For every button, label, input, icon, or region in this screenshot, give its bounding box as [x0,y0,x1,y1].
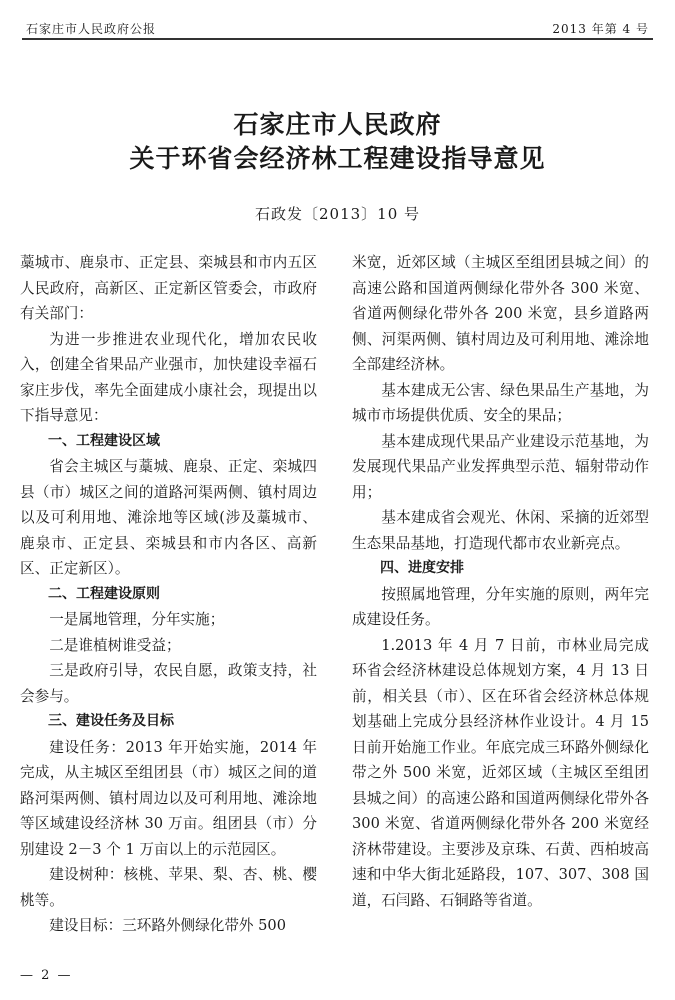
section-heading: 三、建设任务及目标 [48,713,174,729]
document-title [0,108,675,176]
paragraph: 建设树种：核桃、苹果、梨、杏、桃、樱桃等。 [20,866,317,909]
section-heading: 一、工程建设区域 [48,432,160,449]
paragraph: 1.2013 年 4 月 7 日前，市林业局完成环省会经济林建设总体规划方案，4 月 13 日前，相关县（市）、区在环省会经济林总体规划基础上完成分县经济林作业设计。4 月 15 日前开始施工作业。年底完成三环路外侧绿化带之外 500 米宽，近郊区域（主城区至组团县城之间）的高速公路和国道两侧绿化带外各 300 米宽、省道两侧绿化带外各 200 米宽经济林带建设。主要涉及京珠、石黄、西柏坡高速和中华大街北延路段，107、307、308 国道，石闫路、石铜路等省道。 [352,636,649,909]
paragraph: 基本建成无公害、绿色果品生产基地，为城市市场提供优质、安全的果品； [352,381,649,424]
paragraph: 为进一步推进农业现代化，增加农民收入，创建全省果品产业强市，加快建设幸福石家庄步伐，率先全面建成小康社会，现提出以下指导意见： [20,330,317,424]
title-line-1: 石家庄市人民政府 [233,110,442,139]
issue-number: 2013 年第 4 号 [552,22,649,36]
paragraph: 建设目标：三环路外侧绿化带外 500 [49,917,286,934]
publication-name: 石家庄市人民政府公报 [26,22,157,36]
section-heading: 二、工程建设原则 [48,585,160,602]
paragraph: 三是政府引导，农民自愿，政策支持，社会参与。 [20,662,317,705]
right-column [352,250,649,913]
left-column [20,250,317,939]
document-number: 石政发〔2013〕10 号 [254,205,421,223]
paragraph: 米宽，近郊区域（主城区至组团县城之间）的高速公路和国道两侧绿化带外各 300 米宽、省道两侧绿化带外各 200 米宽，县乡道路两侧、河渠两侧、镇村周边及可利用地、滩涂地全部建经济林。 [352,254,649,373]
paragraph: 建设任务：2013 年开始实施，2014 年完成，从主城区至组团县（市）城区之间的道路河渠两侧、镇村周边以及可利用地、滩涂地等区域建设经济林 30 万亩。组团县（市）分别建设 2－3 个 1 万亩以上的示范园区。 [20,738,317,858]
paragraph: 藁城市、鹿泉市、正定县、栾城县和市内五区人民政府，高新区、正定新区管委会，市政府有关部门： [20,254,317,322]
page-header [22,18,653,40]
title-line-2: 关于环省会经济林工程建设指导意见 [129,144,546,173]
paragraph: 省会主城区与藁城、鹿泉、正定、栾城四县（市）城区之间的道路河渠两侧、镇村周边以及可利用地、滩涂地等区域(涉及藁城市、鹿泉市、正定县、栾城县和市内各区、高新区、正定新区）。 [20,458,317,577]
paragraph: 二是谁植树谁受益； [49,636,181,654]
paragraph: 按照属地管理，分年实施的原则，两年完成建设任务。 [352,585,649,628]
paragraph: 基本建成省会观光、休闲、采摘的近郊型生态果品基地，打造现代都市农业新亮点。 [352,509,649,552]
paragraph: 一是属地管理，分年实施； [49,611,225,628]
page-number: — 2 — [20,968,73,983]
paragraph: 基本建成现代果品产业建设示范基地，为发展现代果品产业发挥典型示范、辐射带动作用； [352,432,649,501]
section-heading: 四、进度安排 [380,560,464,576]
